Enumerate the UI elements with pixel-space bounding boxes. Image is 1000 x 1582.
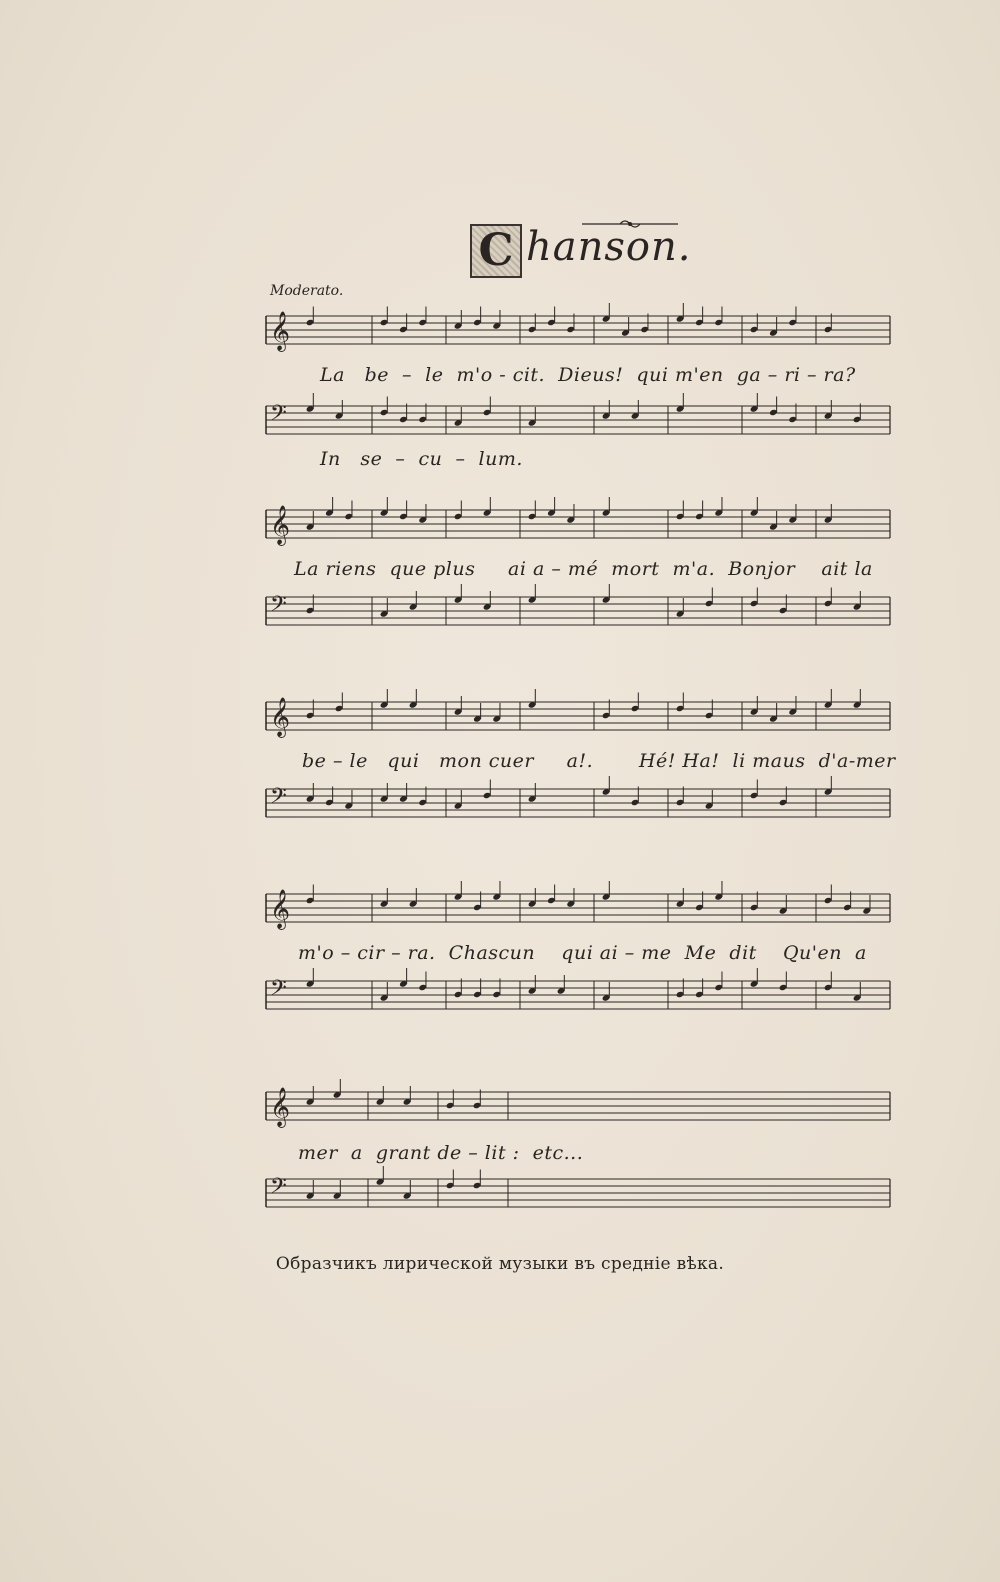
treble-staff — [266, 497, 890, 546]
music-system-2 — [258, 502, 898, 642]
treble-clef-icon: 𝄞 — [270, 1087, 291, 1127]
bass-staff — [266, 1166, 890, 1207]
bass-clef-icon: 𝄢 — [270, 401, 287, 431]
title-initial: C — [470, 224, 522, 278]
treble-staff — [266, 303, 890, 352]
bass-clef-icon: 𝄢 — [270, 1174, 287, 1204]
treble-clef-icon: 𝄞 — [270, 311, 291, 351]
title-text: hanson. — [526, 224, 692, 270]
bass-clef-icon: 𝄢 — [270, 976, 287, 1006]
music-system-1 — [258, 308, 898, 478]
treble-staff — [266, 881, 890, 930]
bass-clef-icon: 𝄢 — [270, 784, 287, 814]
music-system-3 — [258, 694, 898, 834]
lyrics-line-5: mer a grant de – lit : etc... — [298, 1142, 584, 1164]
lyrics-line-1: La be – le m'o - cit. Dieus! qui m'en ga – ri – ra? — [320, 364, 856, 386]
treble-clef-icon: 𝄞 — [270, 697, 291, 737]
bass-lyrics-line-1: In se – cu – lum. — [320, 448, 523, 470]
title — [470, 218, 710, 288]
bass-staff — [266, 776, 890, 817]
tempo-marking: Moderato. — [270, 283, 344, 299]
bass-staff — [266, 393, 890, 434]
music-system-4 — [258, 886, 898, 1026]
bass-staff — [266, 584, 890, 625]
lyrics-line-2: La riens que plus ai a – mé mort m'a. Bonjor ait la — [294, 558, 873, 580]
music-system-5 — [258, 1086, 898, 1226]
treble-clef-icon: 𝄞 — [270, 889, 291, 929]
lyrics-line-4: m'o – cir – ra. Chascun qui ai – me Me dit Qu'en a — [298, 942, 867, 964]
caption: Образчикъ лирической музыки въ средніе вѣка. — [275, 1254, 725, 1274]
lyrics-line-3: be – le qui mon cuer a!. Hé! Ha! li maus d'a-mer — [302, 750, 896, 772]
bass-clef-icon: 𝄢 — [270, 592, 287, 622]
treble-staff — [266, 1079, 890, 1128]
treble-clef-icon: 𝄞 — [270, 505, 291, 545]
treble-staff — [266, 689, 890, 738]
bass-staff — [266, 968, 890, 1009]
